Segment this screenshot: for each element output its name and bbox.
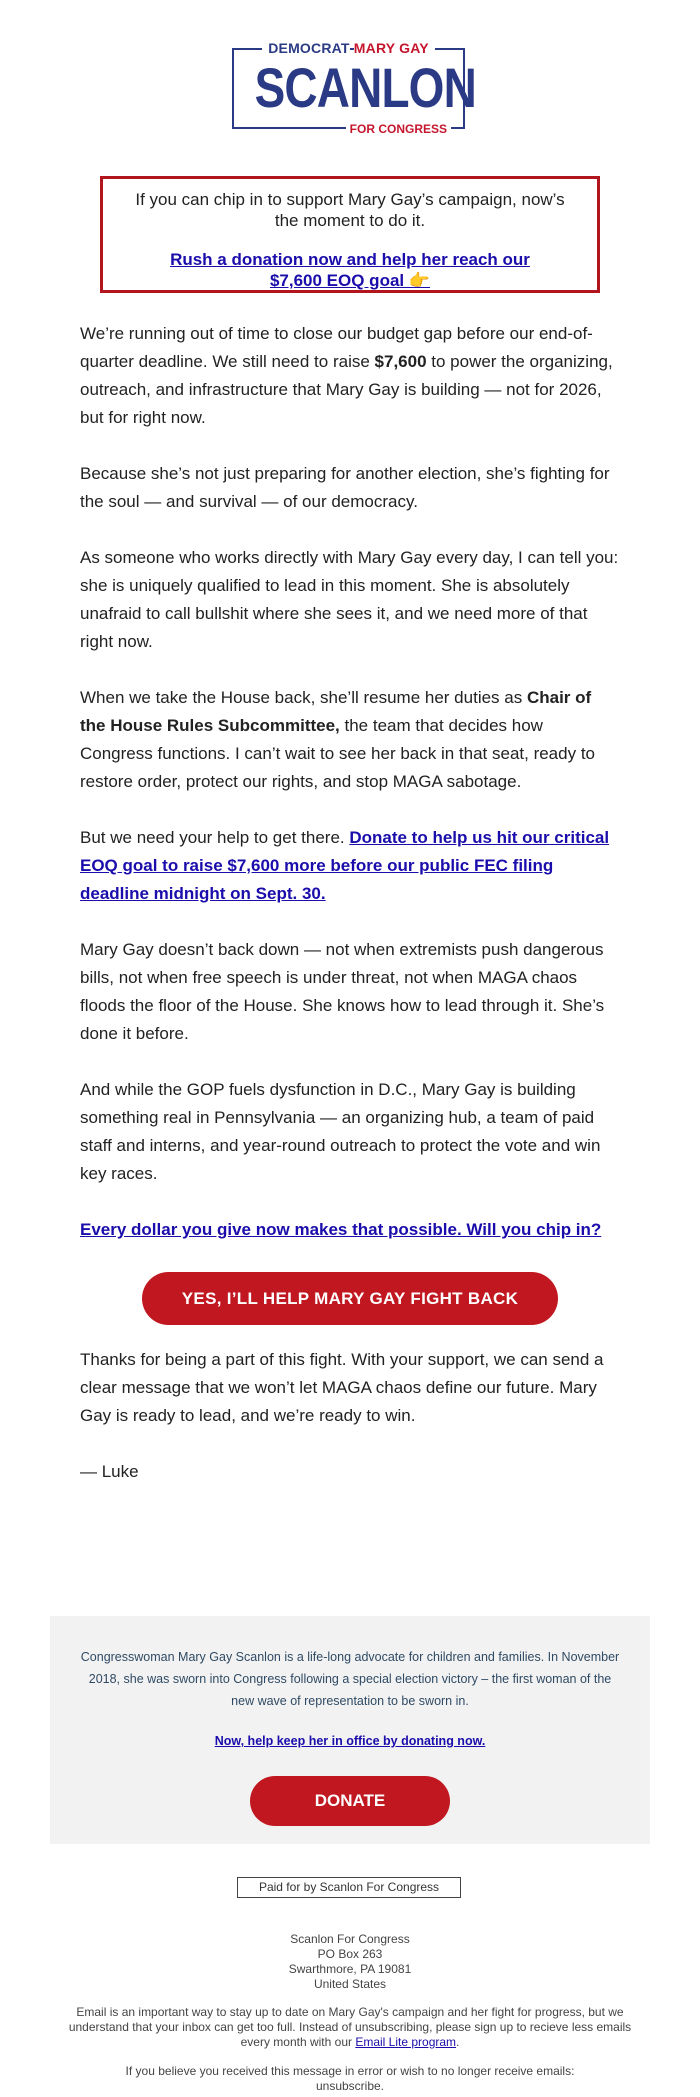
- callout-lead-text: If you can chip in to support Mary Gay’s campaign, now’s the moment to do it.: [135, 190, 565, 230]
- email-lite-link[interactable]: Email Lite program: [355, 2035, 457, 2049]
- unsubscribe-note: If you believe you received this message in error or wish to no longer receive emails: unsubscribe.: [60, 2064, 640, 2094]
- chip-in-link[interactable]: Every dollar you give now makes that possible. Will you chip in?: [80, 1220, 602, 1239]
- fec-deadline-donate-link[interactable]: Donate to help us hit our critical EOQ goal to raise $7,600 more before our public FEC filing deadline midnight on Sept. 30.: [80, 828, 610, 903]
- committee-title: Chair of the House Rules Subcommittee,: [80, 688, 592, 735]
- paragraph-6: Mary Gay doesn’t back down — not when extremists push dangerous bills, not when free speech is under threat, not when MAGA chaos floods the floor of the House. She knows how to lead through it. She’s done it before.: [80, 940, 605, 1043]
- footer-about-box: [50, 1616, 650, 1844]
- logo-last-name: SCANLON: [254, 56, 476, 119]
- email-lite-note: Email is an important way to stay up to date on Mary Gay's campaign and her fight for progress, but we understand that your inbox can get too full. Instead of unsubscribing, please sign up to recieve less emails every month with our Email Lite program.: [68, 2005, 632, 2049]
- help-fight-back-button[interactable]: YES, I’LL HELP MARY GAY FIGHT BACK: [142, 1272, 558, 1325]
- donation-callout-box: [100, 176, 600, 293]
- goal-amount: $7,600: [374, 352, 427, 371]
- paragraph-3: As someone who works directly with Mary Gay every day, I can tell you: she is uniquely qualified to lead in this moment. She is absolutely unafraid to call bullshit where she sees it, and we need more of that right now.: [80, 548, 619, 651]
- paragraph-4: When we take the House back, she’ll resume her duties as Chair of the House Rules Subcommittee, the team that decides how Congress functions. I can’t wait to see her back in that seat, ready to restore order, protect our rights, and stop MAGA sabotage.: [80, 688, 595, 791]
- unsubscribe-link[interactable]: unsubscribe.: [315, 2079, 385, 2093]
- signoff: — Luke: [80, 1462, 139, 1481]
- paragraph-5: But we need your help to get there. Donate to help us hit our critical EOQ goal to raise $7,600 more before our public FEC filing deadline midnight on Sept. 30.: [80, 828, 610, 903]
- paragraph-8: [80, 1216, 620, 1244]
- paragraph-2: Because she’s not just preparing for another election, she’s fighting for the soul — and survival — of our democracy.: [80, 464, 610, 511]
- paragraph-1: We’re running out of time to close our budget gap before our end-of-quarter deadline. We still need to raise $7,600 to power the organizing, outreach, and infrastructure that Mary Gay is building — not for 2026, but for right now.: [80, 324, 613, 427]
- donate-button[interactable]: DONATE: [250, 1776, 450, 1826]
- callout-donate-link[interactable]: Rush a donation now and help her reach our $7,600 EOQ goal 👉: [170, 250, 530, 290]
- paragraph-7: And while the GOP fuels dysfunction in D.C., Mary Gay is building something real in Pennsylvania — an organizing hub, a team of paid staff and interns, and year-round outreach to protect the vote and win key races.: [80, 1080, 601, 1183]
- logo-first-name: MARY GAY: [354, 40, 435, 56]
- paid-for-disclaimer: Paid for by Scanlon For Congress: [237, 1877, 461, 1898]
- mailing-address: Scanlon For Congress PO Box 263 Swarthmore, PA 19081 United States: [288, 1932, 412, 1991]
- candidate-bio: Congresswoman Mary Gay Scanlon is a life-long advocate for children and families. In November 2018, she was sworn into Congress following a special election victory – the first woman of the new wave of representation to be sworn in.: [80, 1650, 620, 1708]
- paragraph-9: Thanks for being a part of this fight. With your support, we can send a clear message that we won’t let MAGA chaos define our future. Mary Gay is ready to lead, and we’re ready to win.: [80, 1350, 604, 1425]
- logo-prefix: DEMOCRAT: [262, 40, 349, 56]
- logo-suffix: FOR CONGRESS: [346, 122, 451, 136]
- campaign-logo: [232, 40, 476, 136]
- footer-donate-link[interactable]: Now, help keep her in office by donating now.: [214, 1734, 486, 1748]
